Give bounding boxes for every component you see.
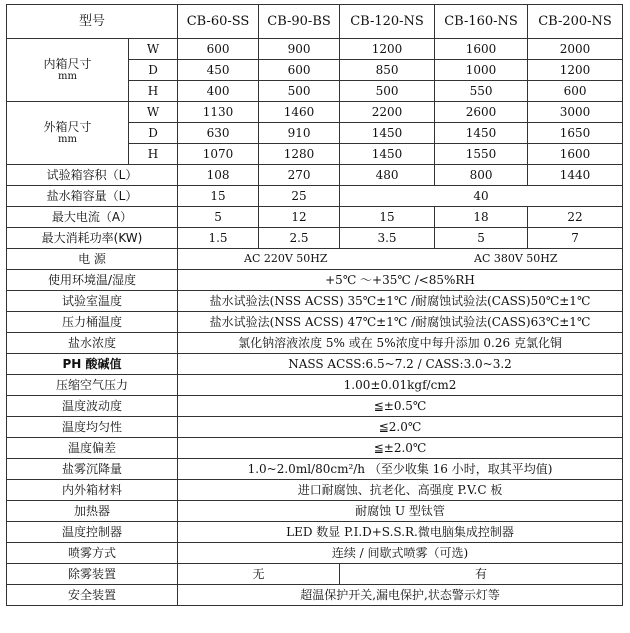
- table-cell: 3000: [528, 102, 623, 123]
- spec-value: 超温保护开关,漏电保护,状态警示灯等: [178, 585, 623, 606]
- spec-row: [7, 501, 623, 522]
- table-cell: 550: [435, 81, 528, 102]
- dim-label: W: [129, 39, 178, 60]
- volume-row: [7, 165, 623, 186]
- inner-w-row: [7, 39, 623, 60]
- row-label: 温度均匀性: [7, 417, 178, 438]
- safety-row: [7, 585, 623, 606]
- spec-row: [7, 417, 623, 438]
- row-label: 盐雾沉降量: [7, 459, 178, 480]
- row-label: PH 酸碱值: [7, 354, 178, 375]
- table-cell: 1450: [340, 144, 435, 165]
- dim-label: W: [129, 102, 178, 123]
- spec-value: +5℃ ～+35℃ /<85%RH: [178, 270, 623, 291]
- power-row: [7, 228, 623, 249]
- table-cell: 3.5: [340, 228, 435, 249]
- spec-row: [7, 375, 623, 396]
- dim-label: H: [129, 81, 178, 102]
- table-cell: 40: [340, 186, 623, 207]
- table-cell: 800: [435, 165, 528, 186]
- table-cell: 1460: [259, 102, 340, 123]
- table-cell: 无: [178, 564, 340, 585]
- table-cell: 1000: [435, 60, 528, 81]
- row-label: 温度控制器: [7, 522, 178, 543]
- spec-row: [7, 480, 623, 501]
- table-cell: 18: [435, 207, 528, 228]
- table-cell: 1550: [435, 144, 528, 165]
- supply-cell: [178, 249, 623, 270]
- row-label: 加热器: [7, 501, 178, 522]
- table-cell: 25: [259, 186, 340, 207]
- model-label: 型号: [7, 5, 178, 39]
- table-cell: 1600: [528, 144, 623, 165]
- table-cell: 2600: [435, 102, 528, 123]
- spec-row: [7, 270, 623, 291]
- table-cell: 910: [259, 123, 340, 144]
- table-cell: 有: [340, 564, 623, 585]
- row-label: 内外箱材料: [7, 480, 178, 501]
- spec-value: ≦±0.5℃: [178, 396, 623, 417]
- spec-value: 进口耐腐蚀、抗老化、高强度 P.V.C 板: [178, 480, 623, 501]
- table-cell: 1450: [435, 123, 528, 144]
- table-cell: 22: [528, 207, 623, 228]
- row-label: 压力桶温度: [7, 312, 178, 333]
- table-cell: 5: [178, 207, 259, 228]
- table-cell: 5: [435, 228, 528, 249]
- model-header: CB-160-NS: [435, 5, 528, 39]
- defog-row: [7, 564, 623, 585]
- table-cell: 600: [259, 60, 340, 81]
- header-row: [7, 5, 623, 39]
- table-cell: 1440: [528, 165, 623, 186]
- spec-value: 氯化钠溶液浓度 5% 或在 5%浓度中每升添加 0.26 克氯化铜: [178, 333, 623, 354]
- inner-size-label: [7, 39, 129, 102]
- table-cell: 1200: [528, 60, 623, 81]
- supply-380: AC 380V 50HZ: [474, 252, 558, 265]
- spec-row: [7, 522, 623, 543]
- table-cell: 500: [259, 81, 340, 102]
- salt-tank-row: [7, 186, 623, 207]
- spec-row: [7, 396, 623, 417]
- table-cell: 1070: [178, 144, 259, 165]
- table-cell: 450: [178, 60, 259, 81]
- model-header: CB-200-NS: [528, 5, 623, 39]
- table-cell: 1.5: [178, 228, 259, 249]
- table-cell: 1600: [435, 39, 528, 60]
- row-label: 最大电流（A）: [7, 207, 178, 228]
- current-row: [7, 207, 623, 228]
- inner-size-title: 内箱尺寸: [43, 57, 92, 71]
- spec-table-container: [6, 4, 623, 606]
- spec-value: LED 数显 P.I.D+S.S.R.微电脑集成控制器: [178, 522, 623, 543]
- spec-row: [7, 543, 623, 564]
- spec-value: 盐水试验法(NSS ACSS) 47℃±1℃ /耐腐蚀试验法(CASS)63℃±1℃: [178, 312, 623, 333]
- outer-size-unit: mm: [58, 134, 77, 145]
- spec-row: [7, 333, 623, 354]
- table-cell: 270: [259, 165, 340, 186]
- spec-value: ≦±2.0℃: [178, 438, 623, 459]
- table-cell: 480: [340, 165, 435, 186]
- model-header: CB-60-SS: [178, 5, 259, 39]
- table-cell: 900: [259, 39, 340, 60]
- table-cell: 850: [340, 60, 435, 81]
- table-cell: 7: [528, 228, 623, 249]
- row-label: 安全装置: [7, 585, 178, 606]
- row-label: 温度波动度: [7, 396, 178, 417]
- outer-size-title: 外箱尺寸: [43, 120, 92, 134]
- table-cell: 600: [528, 81, 623, 102]
- table-cell: 1200: [340, 39, 435, 60]
- spec-row: [7, 459, 623, 480]
- table-cell: 1280: [259, 144, 340, 165]
- outer-size-label: [7, 102, 129, 165]
- inner-size-unit: mm: [58, 71, 77, 82]
- spec-value: 耐腐蚀 U 型钛管: [178, 501, 623, 522]
- table-cell: 12: [259, 207, 340, 228]
- outer-w-row: [7, 102, 623, 123]
- spec-table: [6, 4, 623, 606]
- model-header: CB-90-BS: [259, 5, 340, 39]
- row-label: 盐水箱容量（L）: [7, 186, 178, 207]
- spec-row: [7, 438, 623, 459]
- table-cell: 2200: [340, 102, 435, 123]
- row-label: 盐水浓度: [7, 333, 178, 354]
- table-cell: 2.5: [259, 228, 340, 249]
- model-header: CB-120-NS: [340, 5, 435, 39]
- table-cell: 15: [340, 207, 435, 228]
- dim-label: D: [129, 60, 178, 81]
- spec-value: 1.00±0.01kgf/cm2: [178, 375, 623, 396]
- table-cell: 500: [340, 81, 435, 102]
- supply-220: AC 220V 50HZ: [244, 252, 328, 265]
- spec-value: NASS ACSS:6.5~7.2 / CASS:3.0~3.2: [178, 354, 623, 375]
- row-label: 喷雾方式: [7, 543, 178, 564]
- row-label: 最大消耗功率(KW): [7, 228, 178, 249]
- spec-value: 盐水试验法(NSS ACSS) 35℃±1℃ /耐腐蚀试验法(CASS)50℃±1℃: [178, 291, 623, 312]
- spec-value: ≦2.0℃: [178, 417, 623, 438]
- row-label: 电 源: [7, 249, 178, 270]
- row-label: 使用环境温/湿度: [7, 270, 178, 291]
- row-label: 温度偏差: [7, 438, 178, 459]
- table-cell: 1450: [340, 123, 435, 144]
- dim-label: H: [129, 144, 178, 165]
- spec-row: [7, 354, 623, 375]
- spec-value: 连续 / 间歇式喷雾（可选): [178, 543, 623, 564]
- table-cell: 400: [178, 81, 259, 102]
- table-cell: 108: [178, 165, 259, 186]
- table-cell: 1130: [178, 102, 259, 123]
- dim-label: D: [129, 123, 178, 144]
- row-label: 压缩空气压力: [7, 375, 178, 396]
- supply-row: [7, 249, 623, 270]
- table-cell: 600: [178, 39, 259, 60]
- spec-row: [7, 312, 623, 333]
- row-label: 试验室温度: [7, 291, 178, 312]
- table-cell: 2000: [528, 39, 623, 60]
- row-label: 除雾装置: [7, 564, 178, 585]
- table-cell: 15: [178, 186, 259, 207]
- spec-value: 1.0~2.0ml/80cm²/h （至少收集 16 小时，取其平均值): [178, 459, 623, 480]
- row-label: 试验箱容积（L）: [7, 165, 178, 186]
- table-cell: 630: [178, 123, 259, 144]
- spec-row: [7, 291, 623, 312]
- table-cell: 1650: [528, 123, 623, 144]
